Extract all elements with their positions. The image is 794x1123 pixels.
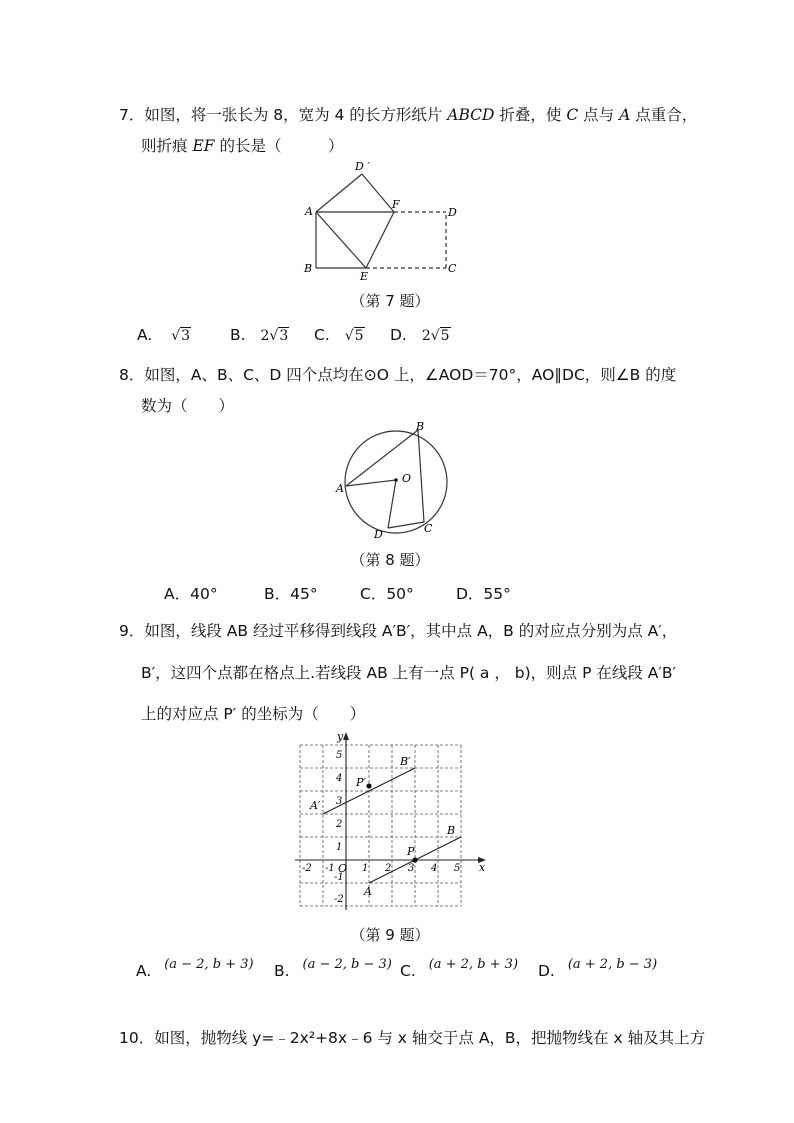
q8-text-line1: 8．如图，A、B、C、D 四个点均在⊙O 上，∠AOD＝70°，AO∥DC，则∠B 的度 [119,366,677,384]
q8-option-b: B．45° [264,585,318,603]
q9-text-line2: B′，这四个点都在格点上.若线段 AB 上有一点 P( a ， b)，则点 P 在线段 A′B′ [141,664,677,682]
q7-option-d: D. 2√5 [390,326,450,344]
q8-center-point [394,478,398,482]
q7-option-c: C. √5 [314,326,364,344]
q8-option-d: D．55° [456,585,511,603]
q9-xtick-3: 3 [408,863,415,874]
q8-label-o: O [402,472,412,485]
q9-xtick-neg2: -2 [302,863,312,874]
q9-xtick-2: 2 [385,863,392,874]
q9-ytick-neg2: -2 [334,894,344,905]
q9-option-c: C. $^{(a + 2, b + 3)}$ [400,957,519,980]
q7-option-a: A. √3 [137,326,191,344]
q9-label-bp: B′ [400,755,411,768]
q7-label-e: E [360,270,369,282]
q8-label-d: D [374,528,383,541]
q9-option-b: B. $^{(a - 2, b - 3)}$ [274,957,392,980]
q7-text-line2: 则折痕 EF 的长是（ ） [141,137,344,155]
q9-xtick-neg1: -1 [325,863,335,874]
q9-ytick-2: 2 [336,819,343,830]
q7-label-d: D [448,206,457,219]
q9-x-label: x [479,861,486,874]
q9-label-b: B [447,824,456,837]
q9-xtick-5: 5 [454,863,461,874]
q8-radius-od [388,480,396,528]
q7-label-b: B [304,262,313,275]
q8-label-a: A [336,482,344,495]
q8-caption: （第 8 题） [350,551,430,569]
q7-edge-dpf [362,174,394,212]
q9-y-label: y [337,730,344,743]
q9-text-line3: 上的对应点 P′ 的坐标为（ ） [141,705,366,723]
q7-label-c: C [448,262,457,275]
q10-text-line1: 10．如图，抛物线 y=﹣2x²+8x﹣6 与 x 轴交于点 A，B，把抛物线在 x 轴及其上方 [119,1029,706,1047]
q9-ytick-neg1: -1 [334,872,344,883]
q9-option-a: A. $^{(a - 2, b + 3)}$ [136,957,254,980]
q8-label-b: B [416,420,425,433]
q8-option-c: C．50° [360,585,414,603]
q9-label-ap: A′ [310,799,321,812]
q7-caption: （第 7 题） [350,292,430,310]
q7-label-a: A [305,205,313,218]
q7-label-f: F [392,198,400,211]
q9-xtick-1: 1 [362,863,369,874]
q8-option-a: A．40° [164,585,218,603]
q9-ytick-3: 3 [336,796,343,807]
q9-origin-label: O [338,862,348,875]
q8-chord-bc [418,430,424,522]
q7-option-b: B. 2√3 [230,326,289,344]
q7-edge-ef [366,212,394,268]
q9-text-line1: 9．如图，线段 AB 经过平移得到线段 A′B′，其中点 A，B 的对应点分别为点 A′， [119,622,678,640]
q9-ytick-1: 1 [336,842,343,853]
q9-y-arrow [343,732,349,740]
q8-label-c: C [424,522,433,535]
q9-point-pp [366,783,371,788]
q9-label-p: P [407,845,415,858]
q9-option-d: D. $^{(a + 2, b - 3)}$ [538,957,658,980]
q8-figure [330,418,450,544]
q9-ytick-4: 4 [336,773,343,784]
q7-edge-ae [316,212,366,268]
q9-label-pp: P′ [356,776,366,789]
q9-figure [290,730,490,912]
q9-label-a: A [364,885,372,898]
q9-grid [300,745,461,906]
q9-caption: （第 9 题） [350,926,430,944]
q9-point-p [412,857,417,862]
q7-edge-adp [316,174,362,212]
q7-text-line1: 7．如图，将一张长为 8，宽为 4 的长方形纸片 ABCD 折叠，使 C 点与 A 点重合， [119,106,698,124]
q7-figure [300,158,460,282]
q8-text-line2: 数为（ ） [141,397,235,415]
q9-xtick-4: 4 [431,863,438,874]
q9-ytick-5: 5 [336,750,343,761]
q7-label-dp: D ′ [355,160,370,173]
